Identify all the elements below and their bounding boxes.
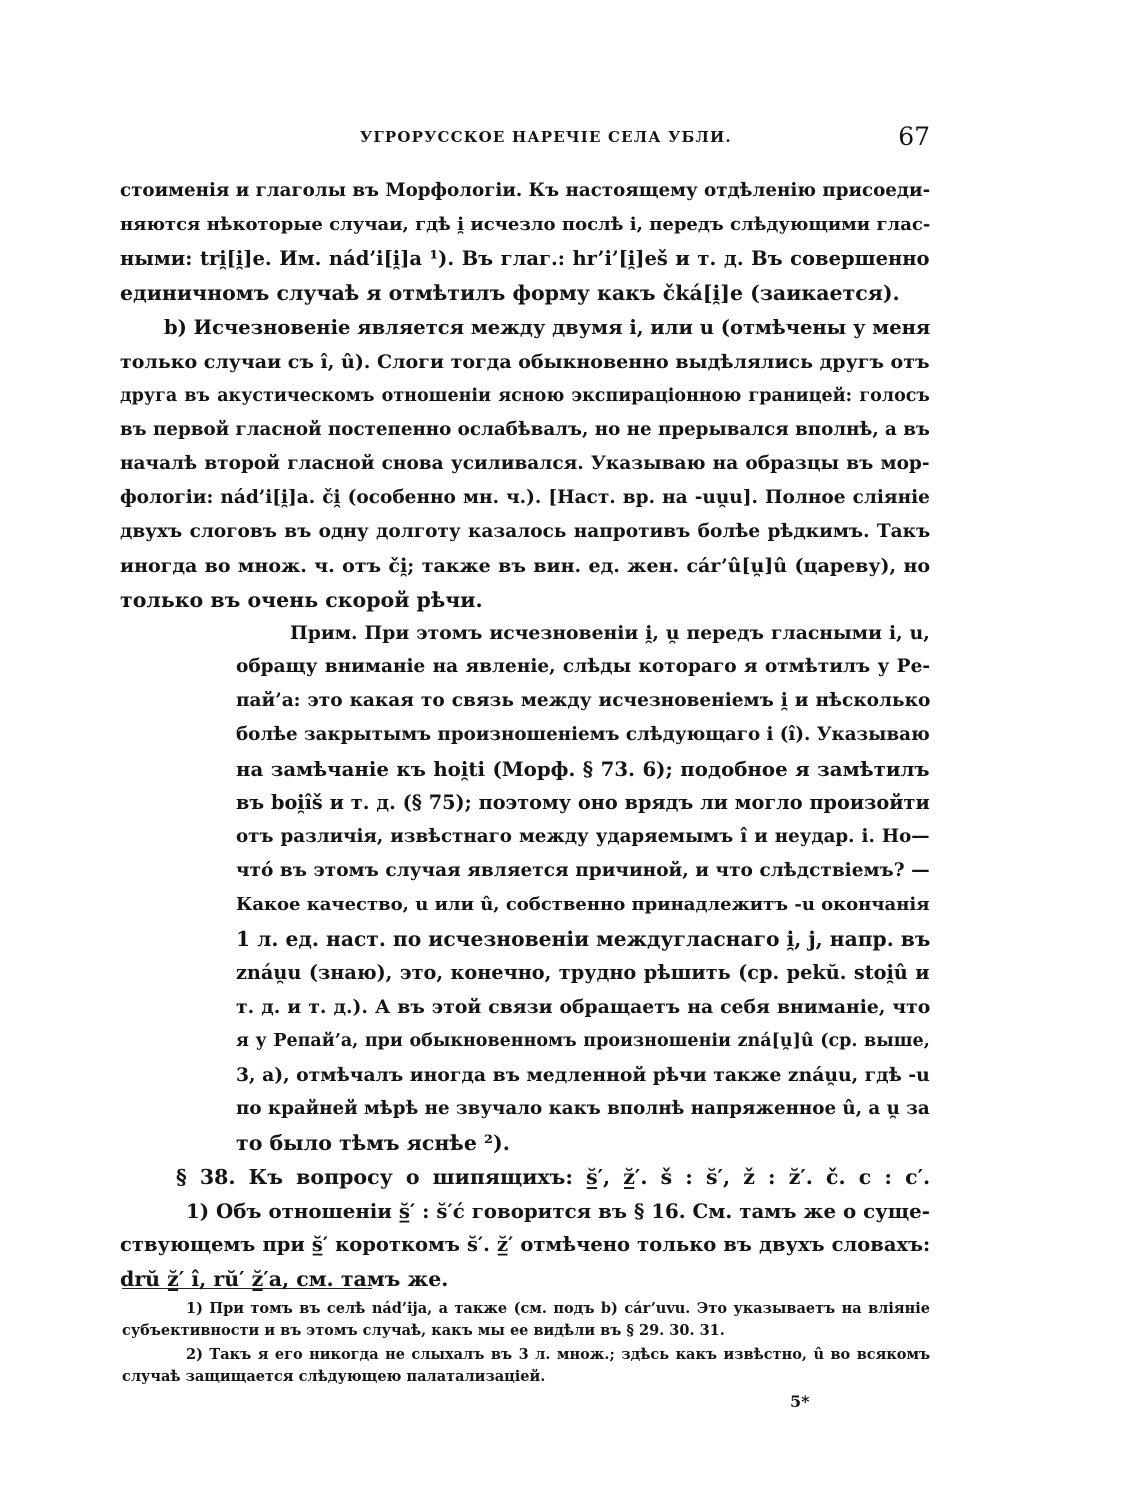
section-line: drŭ z̲̆′ î, rŭ′ z̲̆′a, см. тамъ же. xyxy=(120,1267,449,1291)
note-line: въ boi̯îš и т. д. (§ 75); поэтому оно врядъ ли могло произойти xyxy=(236,791,930,814)
section-heading: § 38. Къ вопросу о шипящихъ: s̲̆′, z̲̆′. š : s̆′, ž : z̆′. č. c : c′. xyxy=(176,1165,931,1189)
body-line: стоименія и глаголы въ Морфологіи. Къ настоящему отдѣленію присоеди- xyxy=(120,180,931,201)
note-line: пай’а: это какая то связь между исчезновеніемъ i̯ и нѣсколько xyxy=(236,690,931,711)
note-line: Какое качество, u или û, собственно принадлежитъ -u окончанія xyxy=(236,894,930,915)
note-line: znáu̯u (знаю), это, конечно, трудно рѣшить (ср. pekŭ. stoi̯û и xyxy=(236,961,930,984)
note-line: по крайней мѣрѣ не звучало какъ вполнѣ напряженное û, а u̯ за xyxy=(236,1098,930,1119)
note-line: обращу вниманіе на явленіе, слѣды котораго я отмѣтилъ у Ре- xyxy=(236,656,931,677)
footnote-rule xyxy=(122,1288,372,1289)
footnote-line: субъективности и въ этомъ случаѣ, какъ мы ее видѣли въ § 29. 30. 31. xyxy=(122,1322,725,1339)
section-line: 1) Объ отношеніи s̲̆′ : s̆′ć говорится въ § 16. См. тамъ же о суще- xyxy=(186,1199,930,1223)
note-line: я у Репай’а, при обыкновенномъ произношеніи zná[u̯]û (ср. выше, xyxy=(236,1031,930,1051)
running-head xyxy=(120,124,930,154)
note-line: т. д. и т. д.). А въ этой связи обращаетъ на себя вниманіе, что xyxy=(236,996,931,1018)
body-line: только въ очень скорой рѣчи. xyxy=(120,588,483,612)
body-line: фологіи: nád’i[i̯]a. či̯ (особенно мн. ч.). [Наст. вр. на -uu̯u]. Полное сліяніе xyxy=(120,487,930,508)
note-line: отъ различія, извѣстнаго между ударяемымъ î и неудар. i. Но— xyxy=(236,826,930,847)
body-line: двухъ слоговъ въ одну долготу казалось напротивъ болѣе рѣдкимъ. Такъ xyxy=(120,521,931,542)
body-line: няются нѣкоторые случаи, гдѣ i̯ исчезло послѣ i, передъ слѣдующими глас- xyxy=(120,214,931,235)
footnote-line: 2) Такъ я его никогда не слыхалъ въ 3 л. множ.; здѣсь какъ извѣстно, û во всякомъ xyxy=(186,1346,931,1363)
note-line: 1 л. ед. наст. по исчезновеніи междугласнаго i̯, j, напр. въ xyxy=(236,927,931,951)
body-line: единичномъ случаѣ я отмѣтилъ форму какъ čká[i̯]e (заикается). xyxy=(120,281,900,305)
note-line: что́ въ этомъ случая является причиной, и что слѣдствіемъ? — xyxy=(236,860,930,881)
footnote-line: случаѣ защищается слѣдующею палатализаціей. xyxy=(122,1368,546,1385)
body-line: иногда во множ. ч. отъ či̯; также въ вин. ед. жен. cár’û[u̯]û (цареву), но xyxy=(120,555,931,577)
body-line: только случаи съ î, û). Слоги тогда обыкновенно выдѣлялись другъ отъ xyxy=(120,351,930,373)
body-line: b) Исчезновеніе является между двумя i, или u (отмѣчены у меня xyxy=(164,316,931,339)
body-line: друга въ акустическомъ отношеніи ясною экспираціонною границей: голосъ xyxy=(120,386,930,406)
running-title: УГРОРУССКОЕ НАРЕЧІЕ СЕЛА УБЛИ. xyxy=(360,128,732,146)
note-line: болѣе закрытымъ произношеніемъ слѣдующаго i (î). Указываю xyxy=(236,724,930,745)
section-line: ствующемъ при s̲̆′ короткомъ s̆′. z̲̆′ отмѣчено только въ двухъ словахъ: xyxy=(120,1233,931,1256)
note-line: на замѣчаніе къ hoi̯ti (Морф. § 73. 6); подобное я замѣтилъ xyxy=(236,757,930,781)
body-line: ными: tri̯[i̯]e. Им. nád’i[i̯]a ¹). Въ глаг.: hr’i’[i̯]eš и т. д. Въ совершенно xyxy=(120,247,930,270)
note-line: Прим. При этомъ исчезновеніи i̯, u̯ передъ гласными i, u, xyxy=(290,622,930,644)
body-line: началѣ второй гласной снова усиливался. Указываю на образцы въ мор- xyxy=(120,453,930,474)
footnote-line: 1) При томъ въ селѣ nád’ija, а также (см. подъ b) cár’uvu. Это указываетъ на вліяніе xyxy=(186,1300,930,1317)
note-line: то было тѣмъ яснѣе ²). xyxy=(236,1131,510,1155)
signature-mark: 5* xyxy=(790,1392,810,1411)
page-number: 67 xyxy=(898,122,930,151)
body-line: въ первой гласной постепенно ослабѣвалъ, но не прерывался вполнѣ, а въ xyxy=(120,419,930,440)
note-line: 3, а), отмѣчалъ иногда въ медленной рѣчи также znáu̯u, гдѣ -u xyxy=(236,1064,930,1086)
